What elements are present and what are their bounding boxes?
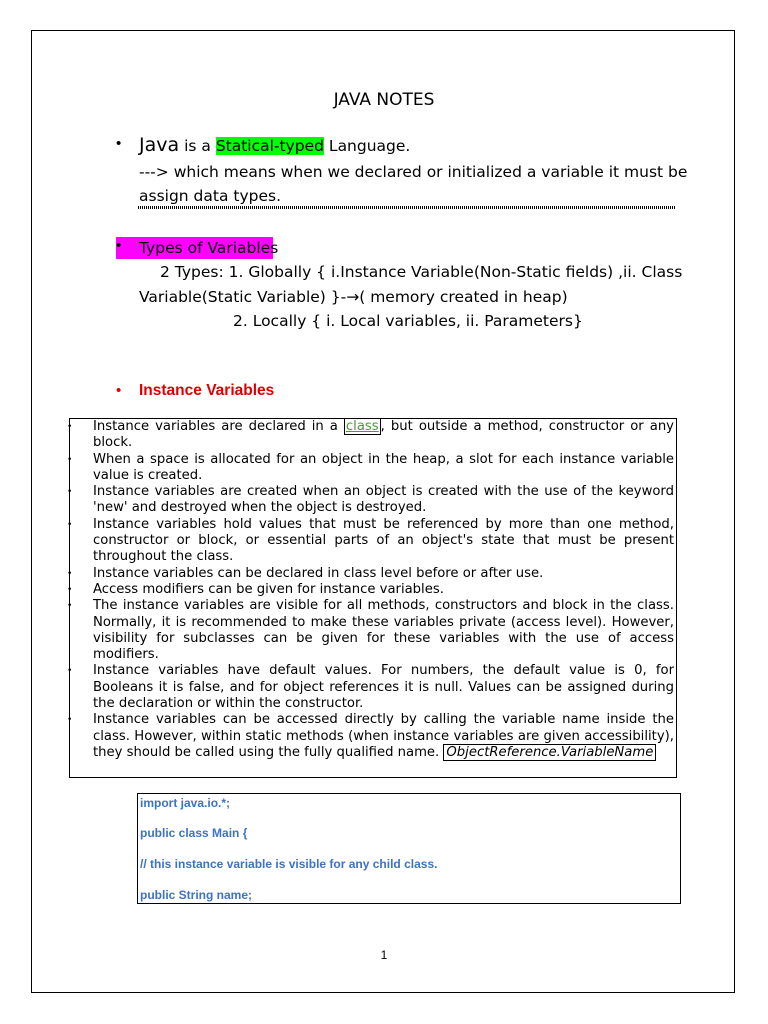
bullet-dot: •	[116, 135, 122, 152]
list-item: • Access modifiers can be given for instance variables.	[70, 582, 676, 598]
list-item	[70, 712, 676, 761]
list-item: • Instance variables have default values. For numbers, the default value is 0, for Booleans it is false, and for object references it is null. Values can be assigned during the declaration or within the constructor.	[70, 663, 676, 712]
object-reference-text: ObjectReference.VariableName	[443, 744, 656, 761]
java-explanation-line-2: assign data types.	[139, 187, 282, 205]
list-item	[70, 419, 676, 452]
code-line: import java.io.*;	[140, 796, 231, 810]
code-line: public class Main {	[140, 826, 248, 840]
instance-variables-box	[69, 418, 677, 778]
divider-line	[138, 206, 675, 209]
code-line: public String name;	[140, 888, 253, 902]
types-line-1: 2 Types: 1. Globally { i.Instance Variable(Non-Static fields) ,ii. Class	[160, 263, 683, 281]
item-text: Instance variables are declared in a	[93, 419, 344, 434]
class-link[interactable]: class	[345, 419, 379, 434]
statical-typed-highlight: Statical-typed	[215, 137, 324, 155]
types-line-2: Variable(Static Variable) }-→( memory created in heap)	[139, 288, 568, 306]
bullet-dot: •	[116, 237, 122, 254]
is-a-text: is a	[179, 137, 216, 155]
list-item: • When a space is allocated for an object in the heap, a slot for each instance variable value is created.	[70, 452, 676, 485]
instance-variables-heading: Instance Variables	[139, 382, 275, 399]
bullet-dot: •	[116, 382, 122, 399]
list-item: • Instance variables hold values that must be referenced by more than one method, constructor or block, or essential parts of an object's state that must be present throughout the class.	[70, 517, 676, 566]
types-of-variables-heading: Types of Variables	[139, 239, 279, 257]
item-text: , but outside a method, constructor or any block.	[93, 419, 674, 451]
list-item: • Instance variables can be declared in class level before or after use.	[70, 566, 676, 582]
java-typed-line	[139, 133, 410, 159]
java-word: Java	[139, 134, 180, 156]
document-title: JAVA NOTES	[333, 90, 435, 110]
instance-variables-list	[70, 419, 676, 761]
types-line-3: 2. Locally { i. Local variables, ii. Parameters}	[233, 312, 583, 330]
list-item: • The instance variables are visible for all methods, constructors and block in the class. Normally, it is recommended to make these variables private (access level). However, visibility for subclasses can be given for these variables with the use of access modifiers.	[70, 598, 676, 663]
java-explanation-line: ---> which means when we declared or initialized a variable it must be	[139, 163, 688, 181]
language-text: Language.	[324, 137, 411, 155]
code-comment-line: // this instance variable is visible for any child class.	[140, 857, 438, 871]
list-item: • Instance variables are created when an object is created with the use of the keyword 'new' and destroyed when the object is destroyed.	[70, 484, 676, 517]
code-snippet-box	[137, 793, 681, 904]
page-number: 1	[380, 948, 388, 962]
item-text: Instance variables can be accessed directly by calling the variable name inside the class. However, within static methods (when instance variables are given accessibility), they should be called using the fully qualified name.	[93, 712, 674, 760]
